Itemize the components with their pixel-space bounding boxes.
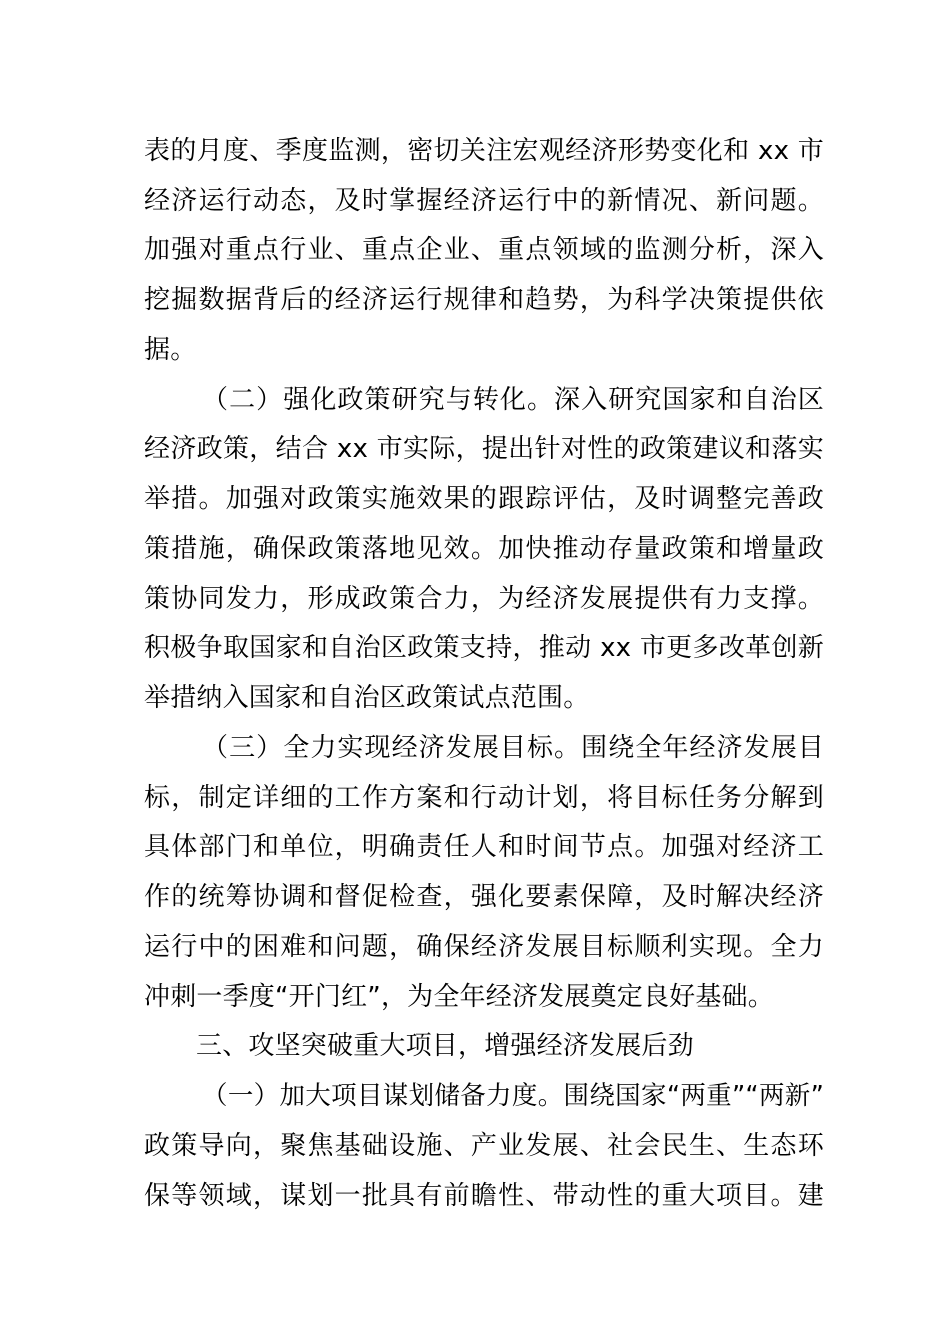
text-line: 作的统筹协调和督促检查，强化要素保障，及时解决经济 xyxy=(144,882,824,912)
text-line: 经济政策，结合 xx 市实际，提出针对性的政策建议和落实 xyxy=(144,434,824,464)
paragraph-heading-line: （一）加大项目谋划储备力度。围绕国家“两重”“两新” xyxy=(202,1081,824,1111)
text-line: 政策导向，聚焦基础设施、产业发展、社会民生、生态环 xyxy=(144,1131,824,1161)
section-heading: 三、攻坚突破重大项目，增强经济发展后劲 xyxy=(196,1031,694,1061)
text-line: 挖掘数据背后的经济运行规律和趋势，为科学决策提供依 xyxy=(144,285,824,315)
text-line: 加强对重点行业、重点企业、重点领域的监测分析，深入 xyxy=(144,235,824,265)
paragraph-heading-line: （三）全力实现经济发展目标。围绕全年经济发展目 xyxy=(202,733,824,763)
text-line: 保等领域，谋划一批具有前瞻性、带动性的重大项目。建 xyxy=(144,1181,824,1211)
text-line: 运行中的困难和问题，确保经济发展目标顺利实现。全力 xyxy=(144,932,824,962)
paragraph-heading-line: （二）强化政策研究与转化。深入研究国家和自治区 xyxy=(202,385,824,415)
text-line: 表的月度、季度监测，密切关注宏观经济形势变化和 xx 市 xyxy=(144,136,824,166)
text-line: 据。 xyxy=(144,335,197,365)
text-line: 策协同发力，形成政策合力，为经济发展提供有力支撑。 xyxy=(144,584,824,614)
text-line: 举措。加强对政策实施效果的跟踪评估，及时调整完善政 xyxy=(144,484,824,514)
text-line: 标，制定详细的工作方案和行动计划，将目标任务分解到 xyxy=(144,783,824,813)
text-line: 冲刺一季度“开门红”，为全年经济发展奠定良好基础。 xyxy=(144,982,774,1012)
text-line: 经济运行动态，及时掌握经济运行中的新情况、新问题。 xyxy=(144,186,824,216)
text-line: 具体部门和单位，明确责任人和时间节点。加强对经济工 xyxy=(144,832,824,862)
text-line: 策措施，确保政策落地见效。加快推动存量政策和增量政 xyxy=(144,534,824,564)
text-line: 积极争取国家和自治区政策支持，推动 xx 市更多改革创新 xyxy=(144,633,824,663)
text-line: 举措纳入国家和自治区政策试点范围。 xyxy=(144,683,590,713)
